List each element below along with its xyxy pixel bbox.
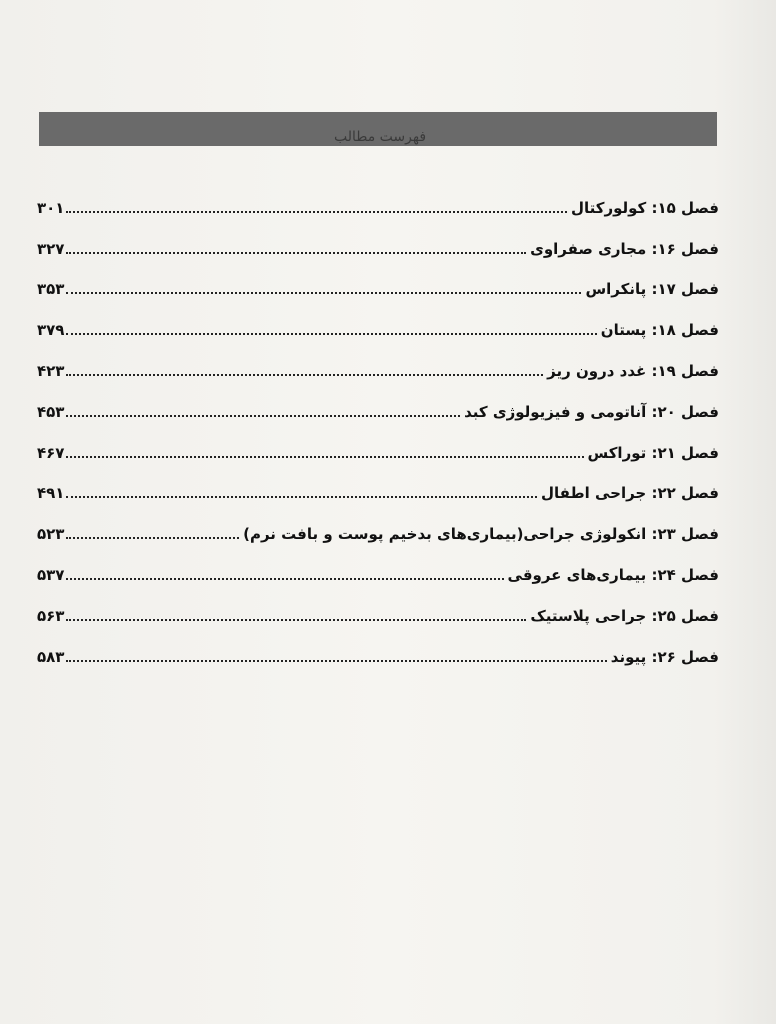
toc-entry-23[interactable] (37, 504, 719, 545)
toc-entry-26[interactable] (37, 627, 719, 668)
toc-entry-19[interactable] (37, 341, 719, 382)
toc-entry-page: ۳۰۱ (37, 198, 65, 217)
toc-entry-page: ۴۹۱ (37, 484, 65, 503)
toc-entry-21[interactable] (37, 423, 719, 464)
toc-entry-label: فصل ۲۳: انکولوژی جراحی(بیماری‌های بدخیم پوست و بافت نرم) (243, 525, 719, 544)
toc-entry-page: ۴۶۷ (37, 443, 65, 462)
dot-leader (66, 537, 239, 539)
dot-leader (66, 496, 537, 498)
toc-entry-25[interactable] (37, 586, 719, 627)
toc-entry-page: ۵۸۳ (37, 647, 65, 666)
toc-entry-label: فصل ۲۲: جراحی اطفال (541, 484, 719, 503)
toc-entry-label: فصل ۱۹: غدد درون ریز (547, 361, 719, 380)
toc-header-bar (39, 112, 717, 146)
toc-entry-label: فصل ۱۸: پستان (600, 321, 719, 340)
dot-leader (66, 374, 543, 376)
dot-leader (66, 415, 460, 417)
toc-entry-page: ۳۲۷ (37, 239, 65, 258)
dot-leader (66, 456, 583, 458)
toc-entry-label: فصل ۱۶: مجاری صفراوی (530, 239, 719, 258)
toc-entry-label: فصل ۲۴: بیماری‌های عروقی (507, 565, 719, 584)
toc-title: فهرست مطالب (333, 129, 427, 145)
toc-entry-page: ۴۲۳ (37, 361, 65, 380)
toc-entry-15[interactable] (37, 178, 719, 219)
toc-entry-label: فصل ۲۰: آناتومی و فیزیولوژی کبد (464, 402, 719, 421)
toc-entry-label: فصل ۱۷: پانکراس (585, 280, 719, 299)
toc-entry-page: ۳۷۹ (37, 321, 65, 340)
dot-leader (66, 619, 526, 621)
toc-entry-17[interactable] (37, 260, 719, 301)
toc-entry-label: فصل ۲۱: توراکس (587, 443, 719, 462)
toc-entry-label: فصل ۲۵: جراحی پلاستیک (530, 606, 719, 625)
toc-entry-24[interactable] (37, 545, 719, 586)
toc-entry-page: ۵۲۳ (37, 525, 65, 544)
toc-entry-22[interactable] (37, 464, 719, 505)
dot-leader (66, 578, 503, 580)
dot-leader (66, 252, 526, 254)
toc-entry-label: فصل ۱۵: کولورکتال (570, 198, 719, 217)
toc-entry-page: ۵۳۷ (37, 565, 65, 584)
toc-entry-20[interactable] (37, 382, 719, 423)
toc-entry-label: فصل ۲۶: پیوند (610, 647, 719, 666)
toc-entry-16[interactable] (37, 219, 719, 260)
table-of-contents (37, 178, 719, 668)
dot-leader (66, 660, 606, 662)
dot-leader (66, 292, 581, 294)
toc-entry-page: ۳۵۳ (37, 280, 65, 299)
toc-entry-page: ۴۵۳ (37, 402, 65, 421)
dot-leader (66, 333, 596, 335)
toc-entry-page: ۵۶۳ (37, 606, 65, 625)
dot-leader (66, 211, 566, 213)
toc-entry-18[interactable] (37, 300, 719, 341)
